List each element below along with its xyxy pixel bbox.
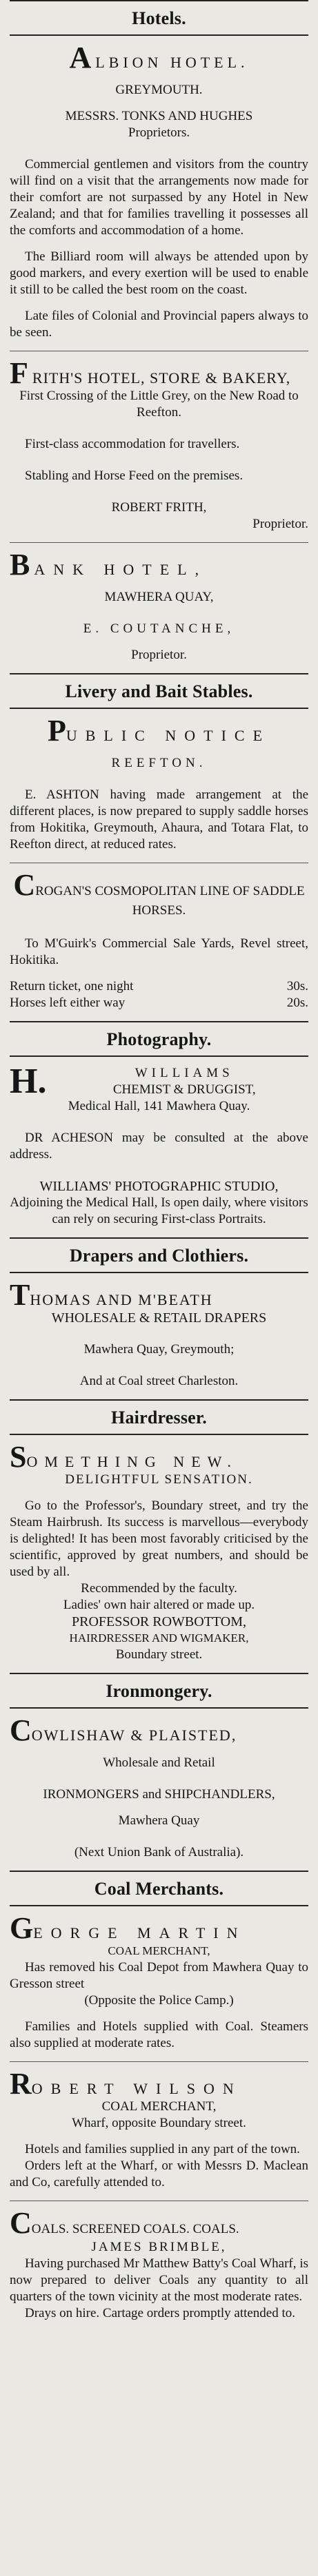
price-value: 20s. [286,996,308,1010]
ad-james-brimble [10,2201,308,2331]
ad-initial: C [10,1713,32,1747]
ad-initial: C [13,868,36,902]
section-heading-photography: Photography. [106,1029,212,1049]
ad-name: ROBERT FRITH, [111,500,207,515]
ad-line: Recommended by the faculty. [81,1581,237,1596]
ad-paragraph: Families and Hotels supplied with Coal. Steamers also supplied at moderate rates. [10,2019,308,2050]
ad-title: UBLIC NOTICE [66,727,271,744]
ad-paragraph: Commercial gentlemen and visitors from the country will find on a visit that the arrangements now made for their comfort are not surpassed by any Hotel in New Zealand; and that for families travelling it possesses all the comforts and accommodation of a home. [10,157,308,238]
ad-initial: A [69,41,96,74]
ad-crogans-horses [10,863,308,1021]
ad-line: Stabling and Horse Feed on the premises. [25,468,244,483]
ad-line: And at Coal street Charleston. [79,1374,239,1388]
section-heading-ironmongery: Ironmongery. [106,1681,212,1701]
ad-studio-title: WILLIAMS' PHOTOGRAPHIC STUDIO, [39,1179,279,1194]
ad-line: (Next Union Bank of Australia). [74,1845,244,1859]
ad-title: OALS. SCREENED COALS. COALS. [31,2222,239,2236]
ad-role: CHEMIST & DRUGGIST, [112,1082,256,1097]
ad-initial: B [10,548,34,581]
ad-line: Mawhera Quay [118,1813,200,1828]
section-heading-hairdresser: Hairdresser. [111,1408,207,1428]
ad-title: EORGE MARTIN [33,1924,246,1941]
ad-title: RITH'S HOTEL, STORE & BAKERY, [32,369,291,387]
section-heading-coal: Coal Merchants. [94,1879,224,1899]
ad-initial: F [10,356,32,390]
ad-line: Wharf, opposite Boundary street. [72,2116,246,2130]
section-heading-hotels: Hotels. [132,8,186,28]
price-label: Return ticket, one night [10,979,134,993]
ad-albion-hotel [10,36,308,351]
ad-paragraph: The Billiard room will always be attended upon by good markers, and every exertion will be used to enable it still to be called the best room on the coast. [10,249,308,297]
ad-line: Mawhera Quay, Greymouth; [83,1342,235,1357]
ad-friths-hotel [10,351,308,542]
ad-role: Proprietor. [131,648,187,662]
ad-paragraph: DR ACHESON may be consulted at the above address. [10,1131,308,1162]
price-row [10,978,308,995]
ad-line: Boundary street. [115,1647,203,1662]
ad-line: (Opposite the Police Camp.) [84,1993,234,2008]
ad-line: Wholesale and Retail [103,1755,215,1770]
price-row [10,995,308,1011]
ad-initial: R [10,2067,32,2101]
ad-paragraph: Hotels and families supplied in any part of the town. [25,2142,300,2156]
ad-proprietors: MESSRS. TONKS AND HUGHES [65,109,253,123]
ad-line: Ladies' own hair altered or made up. [63,1598,255,1612]
ad-name: E. COUTANCHE, [83,621,235,636]
ad-paragraph: Drays on hire. Cartage orders promptly attended to. [25,2306,296,2320]
ad-title: LBION HOTEL. [95,54,249,71]
ad-title: ANK HOTEL, [34,561,208,578]
ad-title: OWLISHAW & PLAISTED, [31,1727,237,1744]
ad-line: DELIGHTFUL SENSATION. [65,1472,253,1487]
section-heading-drapers: Drapers and Clothiers. [69,1246,249,1266]
ad-title: OMETHING NEW. [26,1453,238,1470]
ad-prop-label: Proprietors. [128,125,190,140]
ad-role: COAL MERCHANT, [101,2099,217,2114]
ad-paragraph: Has removed his Coal Depot from Mawhera Quay to Gresson street [10,1960,308,1991]
ad-initial: P [47,714,66,748]
ad-role: Proprietor. [252,517,308,531]
ad-paragraph: Orders left at the Wharf, or with Messrs D. Maclean and Co, carefully attended to. [10,2158,308,2189]
ad-george-martin [10,1906,308,2061]
ad-line: First-class accommodation for travellers. [25,437,240,451]
ad-place: REEFTON. [111,756,207,770]
ad-role: HAIRDRESSER AND WIGMAKER, [69,1631,249,1645]
section-heading-livery: Livery and Bait Stables. [65,681,253,701]
ad-paragraph: Adjoining the Medical Hall, Is open daily, where visitors can rely on securing First-class Portraits. [10,1195,308,1226]
ad-title: OBERT WILSON [31,2080,242,2097]
ad-title: ROGAN'S COSMOPOLITAN LINE OF SADDLE HORSES. [35,884,305,918]
ad-paragraph: Go to the Professor's, Boundary street, and try the Steam Hairbrush. Its success is marvellous—everybody is delighted! It has been most favorably criticised by the scientific, approved by great numbers, and should be used by all. [10,1498,308,1579]
ad-place: MAWHERA QUAY, [104,590,214,604]
price-value: 30s. [286,979,308,993]
ad-place: GREYMOUTH. [115,83,203,97]
ad-line: IRONMONGERS and SHIPCHANDLERS, [43,1787,275,1802]
ad-thomas-mbeath [10,1273,308,1399]
ad-paragraph: To M'Guirk's Commercial Sale Yards, Revel street, Hokitika. [10,936,308,967]
ad-name: WILLIAMS [135,1066,234,1080]
price-label: Horses left either way [10,996,126,1010]
ad-initial: T [10,1278,30,1312]
ad-initial: G [10,1911,34,1945]
ad-something-new [10,1435,308,1673]
ad-cowlishaw-plaisted [10,1709,308,1871]
ad-initial: C [10,2206,32,2240]
ad-address: Medical Hall, 141 Mawhera Quay. [68,1099,250,1113]
ad-line: WHOLESALE & RETAIL DRAPERS [51,1310,267,1326]
ad-name: JAMES BRIMBLE, [91,2240,227,2254]
ad-paragraph: E. ASHTON having made arrangement at the different places, is now prepared to supply saddle horses from Hokitika, Greymouth, Ahaura, and Totara Flat, to Reefton direct, at reduced rates. [10,787,308,852]
ad-bank-hotel [10,543,308,673]
ad-initial: S [10,1440,27,1474]
ad-initial: H. [10,1062,47,1101]
ad-name: PROFESSOR ROWBOTTOM, [71,1614,247,1629]
ad-line: First Crossing of the Little Grey, on the New Road to Reefton. [19,389,299,420]
ad-public-notice [10,709,308,863]
ad-williams-chemist [10,1057,308,1237]
ad-role: COAL MERCHANT, [108,1944,210,1957]
ad-robert-wilson [10,2062,308,2201]
ad-paragraph: Having purchased Mr Matthew Batty's Coal Wharf, is now prepared to deliver Coals any quantity to all quarters of the town vicinity at the most moderate rates. [10,2256,308,2304]
ad-paragraph: Late files of Colonial and Provincial papers always to be seen. [10,309,308,340]
ad-title: HOMAS AND M'BEATH [30,1291,213,1308]
